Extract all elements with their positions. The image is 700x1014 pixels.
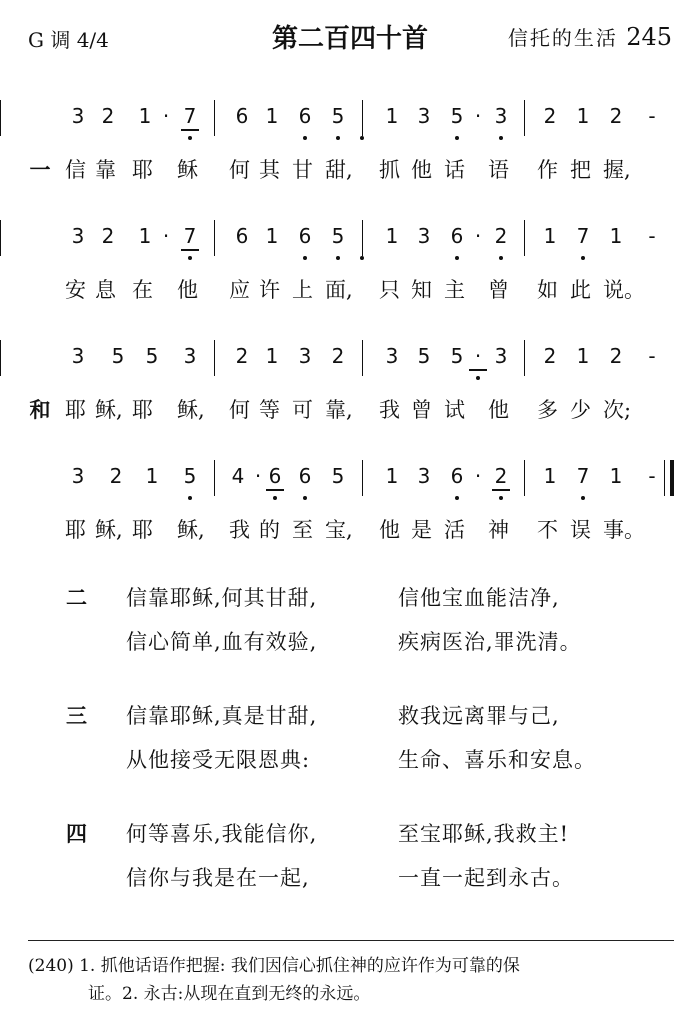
lyric-syllable: 我 [229,518,250,542]
lyric-syllable: 的 [259,518,280,542]
note: 2 [235,344,249,368]
lyric-syllable: 多 [537,398,558,422]
lower-octave-dot [499,496,503,500]
notes-row [0,212,700,272]
hymn-title: 第二百四十首 [271,24,428,54]
score-system-3 [0,332,700,442]
hymn-number: 245 [626,23,672,51]
verse-marker: 和 [29,397,51,422]
note: 3 [494,104,508,128]
note: 1 [265,104,279,128]
lower-octave-dot [188,136,192,140]
lyric-syllable: 耶 [65,518,86,542]
lower-octave-dot [336,256,340,260]
lyric-syllable: 如 [537,278,558,302]
bar-line [0,220,1,256]
lyric-syllable: 宝, [325,518,353,542]
lyric-syllable: 稣 [177,158,198,182]
verse-marker: 一 [29,157,51,182]
bar-line [0,100,1,136]
lyrics-row [0,514,700,548]
lyrics-row [0,394,700,428]
notes-row [0,452,700,512]
lyric-syllable: 甜, [325,158,353,182]
dash-extension: - [648,464,656,488]
lyric-syllable: 息 [95,278,116,302]
note: 3 [417,464,431,488]
dot-duration: · [474,224,482,248]
bar-line [362,100,363,136]
verse-line-left: 何等喜乐,我能信你, [126,822,318,846]
lyric-syllable: 他 [411,158,432,182]
lyric-syllable: 可 [292,398,313,422]
note: 1 [576,104,590,128]
note: 2 [494,224,508,248]
lower-octave-dot [499,136,503,140]
verse-line-left: 信你与我是在一起, [126,866,310,890]
bar-line [524,220,525,256]
lower-octave-dot [581,496,585,500]
lyric-syllable: 话 [444,158,465,182]
footnote [28,952,674,1008]
bar-line [362,340,363,376]
lyric-syllable: 抓 [379,158,400,182]
lyric-syllable: 耶 [132,398,153,422]
note: 5 [111,344,125,368]
note: 3 [71,224,85,248]
verse-line-left: 信靠耶稣,真是甘甜, [126,704,318,728]
final-bar-thin [664,460,665,496]
lyrics-row [0,274,700,308]
verse-line-right: 一直一起到永古。 [398,866,574,890]
note: 2 [609,104,623,128]
lower-octave-dot [303,496,307,500]
hymn-header [0,18,700,58]
dot-duration: · [162,104,170,128]
note: 5 [331,224,345,248]
bar-line [524,460,525,496]
note: 5 [331,464,345,488]
note: 2 [494,464,508,488]
note: 7 [576,464,590,488]
note: 5 [450,344,464,368]
key-signature: G 调 4/4 [28,28,109,52]
lyrics-row [0,154,700,188]
lyric-syllable: 他 [488,398,509,422]
lyric-syllable: 不 [537,518,558,542]
note: 1 [138,104,152,128]
note: 3 [494,344,508,368]
lyric-syllable: 只 [379,278,400,302]
bar-line [362,460,363,496]
lower-octave-dot [303,256,307,260]
note: 1 [138,224,152,248]
lyric-syllable: 此 [570,278,591,302]
dot-duration: · [474,104,482,128]
verse-line-right: 生命、喜乐和安息。 [398,748,596,772]
footnote-line-1: (240) 1. 抓他话语作把握: 我们因信心抓住神的应许作为可靠的保 [28,956,520,976]
lyric-syllable: 稣, [177,398,205,422]
lower-octave-dot [188,496,192,500]
note: 3 [71,464,85,488]
note: 3 [71,104,85,128]
note: 1 [265,224,279,248]
note: 2 [101,224,115,248]
note: 2 [331,344,345,368]
lyric-syllable: 次; [603,398,632,422]
bar-line [0,340,1,376]
lyric-syllable: 稣, [95,398,123,422]
note: 7 [183,104,197,128]
lyric-syllable: 误 [570,518,591,542]
lyric-syllable: 知 [411,278,432,302]
note: 6 [268,464,282,488]
lyric-syllable: 甘 [292,158,313,182]
note: 5 [417,344,431,368]
note: 5 [450,104,464,128]
verse-number: 三 [66,704,87,728]
verse-line-right: 救我远离罪与己, [398,704,560,728]
lyric-syllable: 曾 [488,278,509,302]
lyric-syllable: 在 [132,278,153,302]
note: 6 [298,464,312,488]
eighth-underline [181,129,199,131]
notes-row [0,332,700,392]
note: 1 [609,464,623,488]
note: 6 [235,224,249,248]
lyric-syllable: 曾 [411,398,432,422]
lyric-syllable: 稣, [177,518,205,542]
lyric-syllable: 何 [229,398,250,422]
lyric-syllable: 试 [444,398,465,422]
note: 1 [265,344,279,368]
score-system-1 [0,92,700,202]
lyric-syllable: 是 [411,518,432,542]
dash-extension: - [648,104,656,128]
note: 6 [450,224,464,248]
lower-octave-dot [360,256,364,260]
note: 6 [235,104,249,128]
note: 3 [298,344,312,368]
note: 5 [331,104,345,128]
lyric-syllable: 少 [570,398,591,422]
eighth-underline [181,249,199,251]
note: 1 [385,104,399,128]
lyric-syllable: 他 [177,278,198,302]
lyric-syllable: 活 [444,518,465,542]
hymn-subtitle-block [508,22,672,51]
dot-duration: · [254,464,262,488]
lyric-syllable: 等 [259,398,280,422]
dot-duration: · [474,464,482,488]
lyric-syllable: 靠, [325,398,353,422]
dot-duration: · [474,344,482,368]
lyric-syllable: 安 [65,278,86,302]
lyric-syllable: 主 [444,278,465,302]
note: 2 [109,464,123,488]
bar-line [362,220,363,256]
note: 1 [385,464,399,488]
lyric-syllable: 耶 [132,158,153,182]
verse-number: 二 [66,586,87,610]
hymn-subtitle: 信托的生活 [507,26,618,50]
note: 6 [298,224,312,248]
footnote-divider [28,940,674,941]
note: 2 [609,344,623,368]
note: 5 [145,344,159,368]
note: 2 [101,104,115,128]
note: 3 [71,344,85,368]
bar-line [214,460,215,496]
eighth-underline [266,489,284,491]
score-system-4 [0,452,700,562]
lyric-syllable: 说。 [603,278,645,302]
lower-octave-dot [455,496,459,500]
lyric-syllable: 作 [537,158,558,182]
note: 7 [183,224,197,248]
bar-line [524,340,525,376]
lower-octave-dot [455,256,459,260]
note: 1 [145,464,159,488]
note: 7 [576,224,590,248]
lower-octave-dot [581,256,585,260]
lower-octave-dot [360,136,364,140]
lyric-syllable: 把 [570,158,591,182]
bar-line [214,220,215,256]
dot-duration: · [162,224,170,248]
lyric-syllable: 耶 [132,518,153,542]
note: 1 [385,224,399,248]
note: 3 [183,344,197,368]
lyric-syllable: 耶 [65,398,86,422]
note: 3 [417,224,431,248]
lyric-syllable: 握, [603,158,631,182]
lyric-syllable: 他 [379,518,400,542]
lyric-syllable: 何 [229,158,250,182]
note: 1 [609,224,623,248]
note: 1 [576,344,590,368]
note: 2 [543,104,557,128]
verse-line-left: 从他接受无限恩典: [126,748,311,772]
lyric-syllable: 至 [292,518,313,542]
verse-line-left: 信心简单,血有效验, [126,630,318,654]
lower-octave-dot [476,376,480,380]
lower-octave-dot [273,496,277,500]
lower-octave-dot [188,256,192,260]
score-system-2 [0,212,700,322]
note: 1 [543,464,557,488]
verse-line-left: 信靠耶稣,何其甘甜, [126,586,318,610]
lyric-syllable: 上 [292,278,313,302]
lower-octave-dot [499,256,503,260]
bar-line [214,100,215,136]
note: 1 [543,224,557,248]
verse-line-right: 疾病医治,罪洗清。 [398,630,582,654]
footnote-line-2: 证。2. 永古:从现在直到无终的永远。 [88,984,371,1004]
dash-extension: - [648,224,656,248]
note: 6 [298,104,312,128]
final-bar-thick [670,460,674,496]
lyric-syllable: 靠 [95,158,116,182]
verse-line-right: 信他宝血能洁净, [398,586,560,610]
lyric-syllable: 神 [488,518,509,542]
note: 6 [450,464,464,488]
lyric-syllable: 许 [259,278,280,302]
verse-line-right: 至宝耶稣,我救主! [398,822,570,846]
note: 2 [543,344,557,368]
lyric-syllable: 其 [259,158,280,182]
lyric-syllable: 应 [229,278,250,302]
note: 3 [385,344,399,368]
lyric-syllable: 信 [65,158,86,182]
lyric-syllable: 事。 [603,518,645,542]
notes-row [0,92,700,152]
note: 4 [231,464,245,488]
lyric-syllable: 稣, [95,518,123,542]
verse-number: 四 [66,822,87,846]
bar-line [214,340,215,376]
lower-octave-dot [455,136,459,140]
note: 3 [417,104,431,128]
lower-octave-dot [303,136,307,140]
lyric-syllable: 语 [488,158,509,182]
lower-octave-dot [336,136,340,140]
lyric-syllable: 我 [379,398,400,422]
eighth-underline [492,489,510,491]
bar-line [524,100,525,136]
note: 5 [183,464,197,488]
eighth-underline [469,369,487,371]
lyric-syllable: 面, [325,278,353,302]
dash-extension: - [648,344,656,368]
